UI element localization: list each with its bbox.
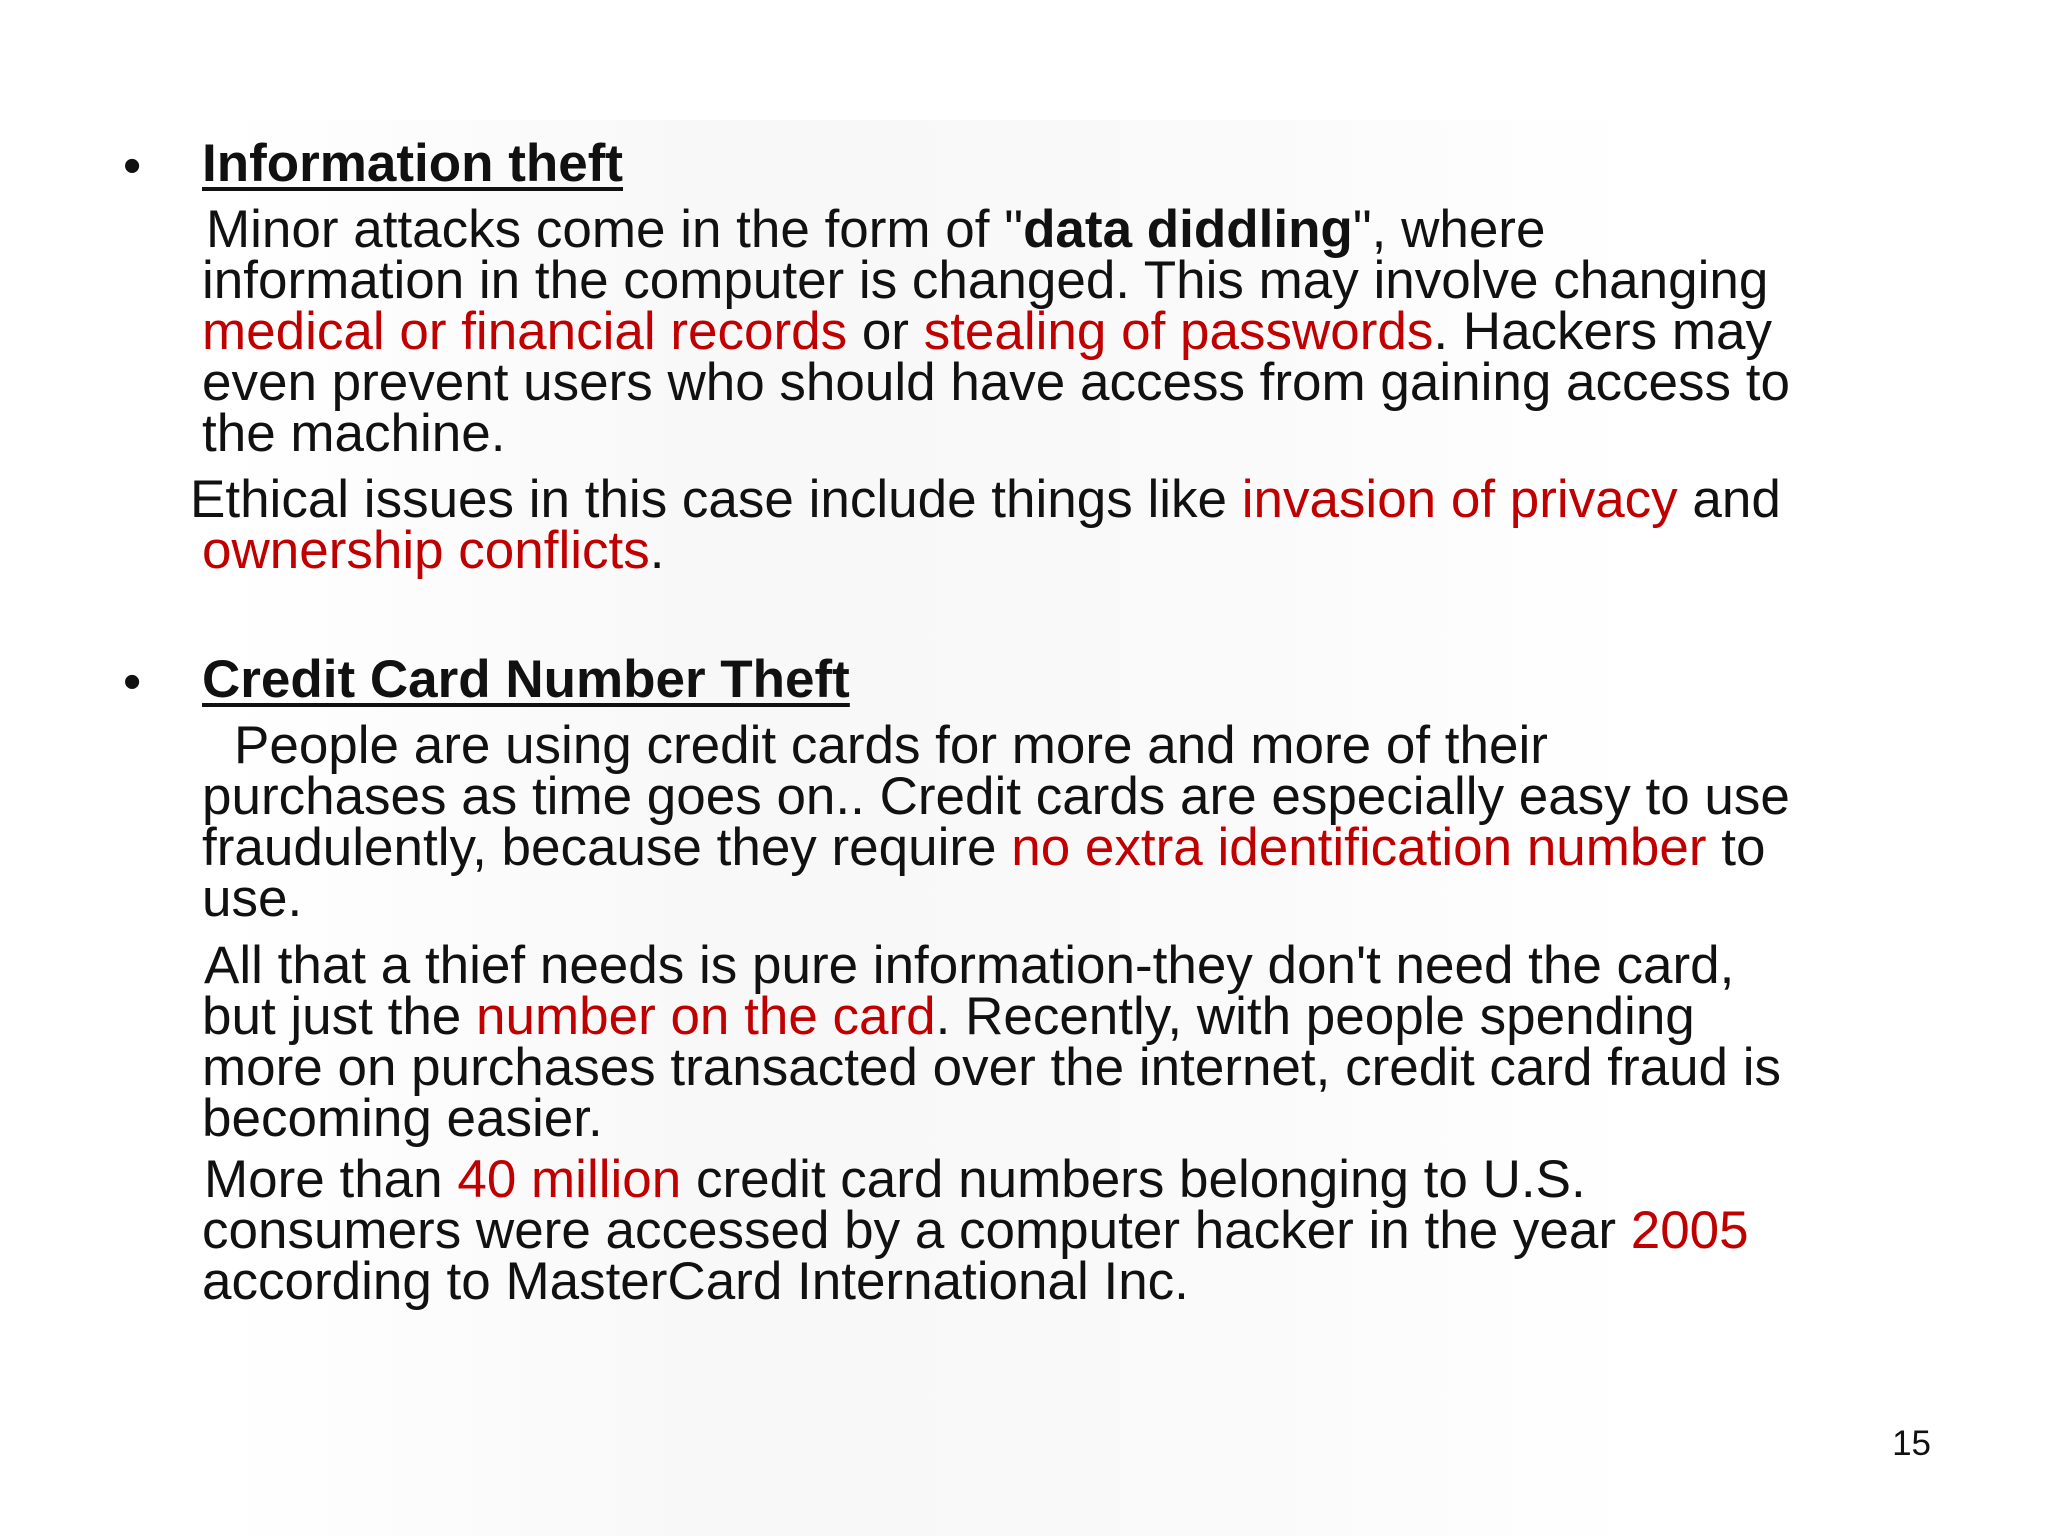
highlight-stealing-passwords: stealing of passwords [923,302,1434,361]
paragraph-mastercard-stat [202,1150,1962,1311]
highlight-40-million: 40 million [457,1150,682,1209]
heading-information-theft: Information theft [202,134,623,193]
text-span: fraudulently, because they require [202,818,1012,877]
highlight-ownership-conflicts: ownership conflicts [202,521,650,580]
paragraph-line [202,818,1962,877]
text-span: . Recently, with people spending [935,987,1695,1046]
paragraph-line [202,1201,1962,1260]
paragraph-credit-cards-usage [202,716,1962,928]
text-span: Ethical issues in this case include things like [190,470,1242,529]
highlight-no-extra-id: no extra identification number [1011,818,1707,877]
term-data-diddling: data diddling [1023,200,1353,259]
text-span: to [1706,818,1766,877]
text-span: . Hackers may [1433,302,1773,361]
text-span: . [649,521,665,580]
paragraph-line [190,521,1950,580]
text-span: or [847,302,924,361]
highlight-medical-records: medical or financial records [202,302,848,361]
bullet-information-theft: • [123,137,142,195]
paragraph-line: purchases as time goes on.. Credit cards are especially easy to use [202,767,1790,826]
paragraph-line [202,1150,1962,1209]
paragraph-minor-attacks [202,200,1962,463]
paragraph-line: use. [202,869,303,928]
text-span: and [1677,470,1781,529]
text-span: More than [204,1150,458,1209]
highlight-year-2005: 2005 [1630,1201,1749,1260]
paragraph-line [202,200,1962,259]
highlight-invasion-privacy: invasion of privacy [1241,470,1678,529]
paragraph-thief-needs [202,936,1962,1148]
paragraph-line: All that a thief needs is pure information-they don't need the card, [204,936,1735,995]
paragraph-line: information in the computer is changed. This may involve changing [202,251,1769,310]
paragraph-line: more on purchases transacted over the internet, credit card fraud is [202,1038,1782,1097]
paragraph-line [202,987,1962,1046]
paragraph-line [190,470,1950,529]
text-span: credit card numbers belonging to U.S. [681,1150,1586,1209]
paragraph-line: becoming easier. [202,1089,603,1148]
text-span: ", where [1352,200,1546,259]
text-span: consumers were accessed by a computer hacker in the year [202,1201,1631,1260]
paragraph-line [202,302,1962,361]
paragraph-line: even prevent users who should have access from gaining access to [202,353,1790,412]
heading-credit-card-theft: Credit Card Number Theft [202,650,850,709]
bullet-credit-card-theft: • [123,653,142,711]
highlight-number-on-card: number on the card [476,987,936,1046]
page-number: 15 [1892,1424,1931,1463]
text-span: Minor attacks come in the form of " [206,200,1024,259]
paragraph-ethical-issues [190,470,1950,580]
paragraph-line: according to MasterCard International Inc. [202,1252,1189,1311]
text-span: but just the [202,987,477,1046]
paragraph-line: People are using credit cards for more and more of their [234,716,1548,775]
paragraph-line: the machine. [202,404,506,463]
